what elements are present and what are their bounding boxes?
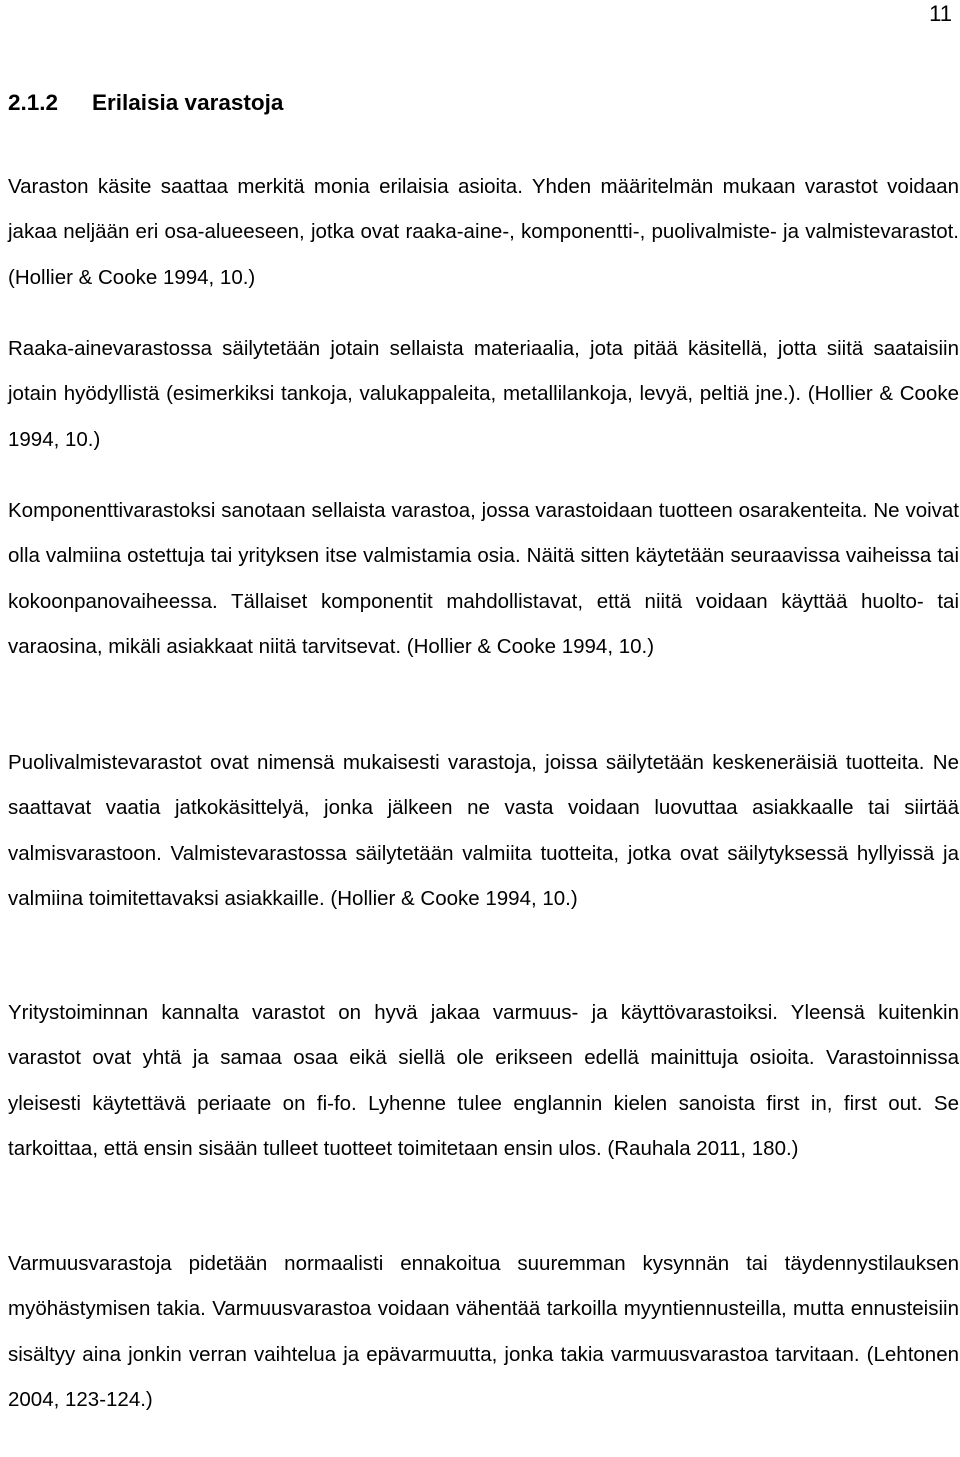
paragraph-component-storage: Komponenttivarastoksi sanotaan sellaista varastoa, jossa varastoidaan tuotteen osarakenteita. Ne voivat olla valmiina ostettuja tai yrityksen itse valmistamia osia. Näitä sitten käytetään seuraavissa vaiheissa tai kokoonpanovaiheessa. Tällaiset komponentit mahdollistavat, että niitä voidaan käyttää huolto- tai varaosina, mikäli asiakkaat niitä tarvitsevat. (Hollier & Cooke 1994, 10.) [8, 499, 959, 658]
paragraph-safety-stock: Varmuusvarastoja pidetään normaalisti ennakoitua suuremman kysynnän tai täydennystilauksen myöhästymisen takia. Varmuusvarastoa voidaan vähentää tarkoilla myyntiennusteilla, mutta ennusteisiin sisältyy aina jonkin verran vaihtelua ja epävarmuutta, jonka takia varmuusvarastoa tarvitaan. (Lehtonen 2004, 123-124.) [8, 1252, 959, 1411]
section-heading [8, 88, 283, 118]
paragraph-raw-material-storage: Raaka-ainevarastossa säilytetään jotain sellaista materiaalia, jota pitää käsitellä, jotta siitä saataisiin jotain hyödyllistä (esimerkiksi tankoja, valukappaleita, metallilankoja, levyä, peltiä jne.). (Hollier & Cooke 1994, 10.) [8, 337, 959, 451]
paragraph-semi-finished-storage: Puolivalmistevarastot ovat nimensä mukaisesti varastoja, joissa säilytetään keskeneräisiä tuotteita. Ne saattavat vaatia jatkokäsittelyä, jonka jälkeen ne vasta voidaan luovuttaa asiakkaalle tai siirtää valmisvarastoon. Valmistevarastossa säilytetään valmiita tuotteita, jotka ovat säilytyksessä hyllyissä ja valmiina toimitettavaksi asiakkaille. (Hollier & Cooke 1994, 10.) [8, 751, 959, 910]
page-number: 11 [929, 1, 952, 26]
paragraph-safety-and-usage-storage: Yritystoiminnan kannalta varastot on hyvä jakaa varmuus- ja käyttövarastoiksi. Yleensä kuitenkin varastot ovat yhtä ja samaa osaa eikä siellä ole erikseen edellä mainittuja osioita. Varastoinnissa yleisesti käytettävä periaate on fi-fo. Lyhenne tulee englannin kielen sanoista first in, first out. Se tarkoittaa, että ensin sisään tulleet tuotteet toimitetaan ensin ulos. (Rauhala 2011, 180.) [8, 1001, 959, 1160]
section-number: 2.1.2 [8, 90, 59, 115]
section-title: Erilaisia varastoja [92, 90, 284, 115]
paragraph-storage-concept: Varaston käsite saattaa merkitä monia erilaisia asioita. Yhden määritelmän mukaan varastot voidaan jakaa neljään eri osa-alueeseen, jotka ovat raaka-aine-, komponentti-, puolivalmiste- ja valmistevarastot. (Hollier & Cooke 1994, 10.) [8, 175, 959, 289]
